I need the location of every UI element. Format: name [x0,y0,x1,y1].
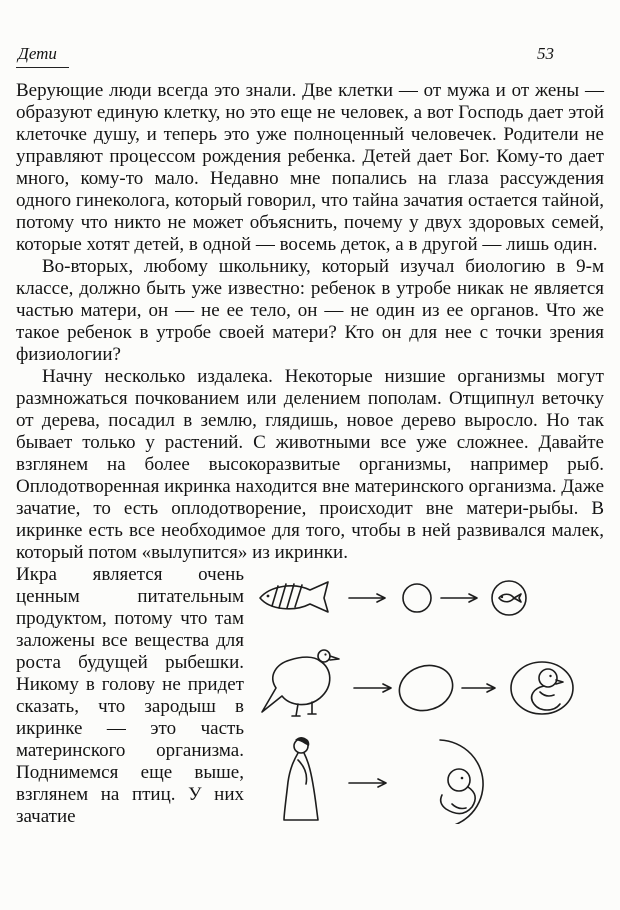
fry-in-egg-icon [492,581,526,615]
arrow-icon [349,779,386,787]
page-header [16,44,604,68]
arrow-icon [354,684,391,692]
arrow-icon [349,594,385,602]
arrow-icon [462,684,495,692]
running-title: Дети [16,44,69,68]
chick-embryo-icon [511,662,573,714]
paragraph-3a: Начну несколько издалека. Некоторые низшие организмы могут размножаться почкованием или делением пополам. Отщипнул веточку от дерева, посадил в землю, глядишь, новое дерево выросло. Но так бывает только у растений. С животными все уже сложнее. Давайте взглянем на более высокоразвитые организмы, например рыб. Оплодотворенная икринка находится вне материнского организма. Даже зачатие, то есть оплодотворение, происходит вне матери-рыбы. В икринке есть все необходимое для того, чтобы в ней развивался малек, который потом «вылупится» из икринки. [16,366,604,563]
fetus-in-womb-icon [436,740,483,824]
pregnant-woman-icon [284,737,318,820]
egg-circle-icon [403,584,431,612]
bird-egg-icon [394,659,459,718]
paragraph-2: Во-вторых, любому школьнику, который изучал биологию в 9-м классе, должно быть уже известно: ребенок в утробе никак не является частью матери, он — не ее тело, он — не один из ее органов. Что же такое ребенок в утробе своей матери? Кто он для нее с точки зрения физиологии? [16,256,604,365]
fish-icon [260,582,328,612]
reproduction-stages-illustration [254,568,604,824]
paragraph-3b: Икра является очень ценным питательным продуктом, потому что там заложены все вещества для роста будущей рыбешки. Никому в голову не придет сказать, что зародыш в икринке — это часть материнского организма. Поднимемся еще выше, взглянем на птиц. У них зачатие [16,564,244,827]
pigeon-icon [262,650,339,716]
page-body [16,80,604,828]
paragraph-1: Верующие люди всегда это знали. Две клетки — от мужа и от жены — образуют единую клетку, но это еще не человек, а вот Господь дает этой клеточке душу, и теперь это уже полноценный человечек. Родители не управляют процессом рождения ребенка. Детей дает Бог. Кому-то дает много, кому-то мало. Недавно мне попались на глаза рассуждения одного гинеколога, который говорил, что тайна зачатия остается тайной, потому что никто не может объяснить, почему у двух здоровых семей, которые хотят детей, в одной — восемь деток, а в другой — лишь один. [16,80,604,255]
arrow-icon [441,594,477,602]
illustration-svg [254,568,604,824]
page-number: 53 [537,44,554,63]
